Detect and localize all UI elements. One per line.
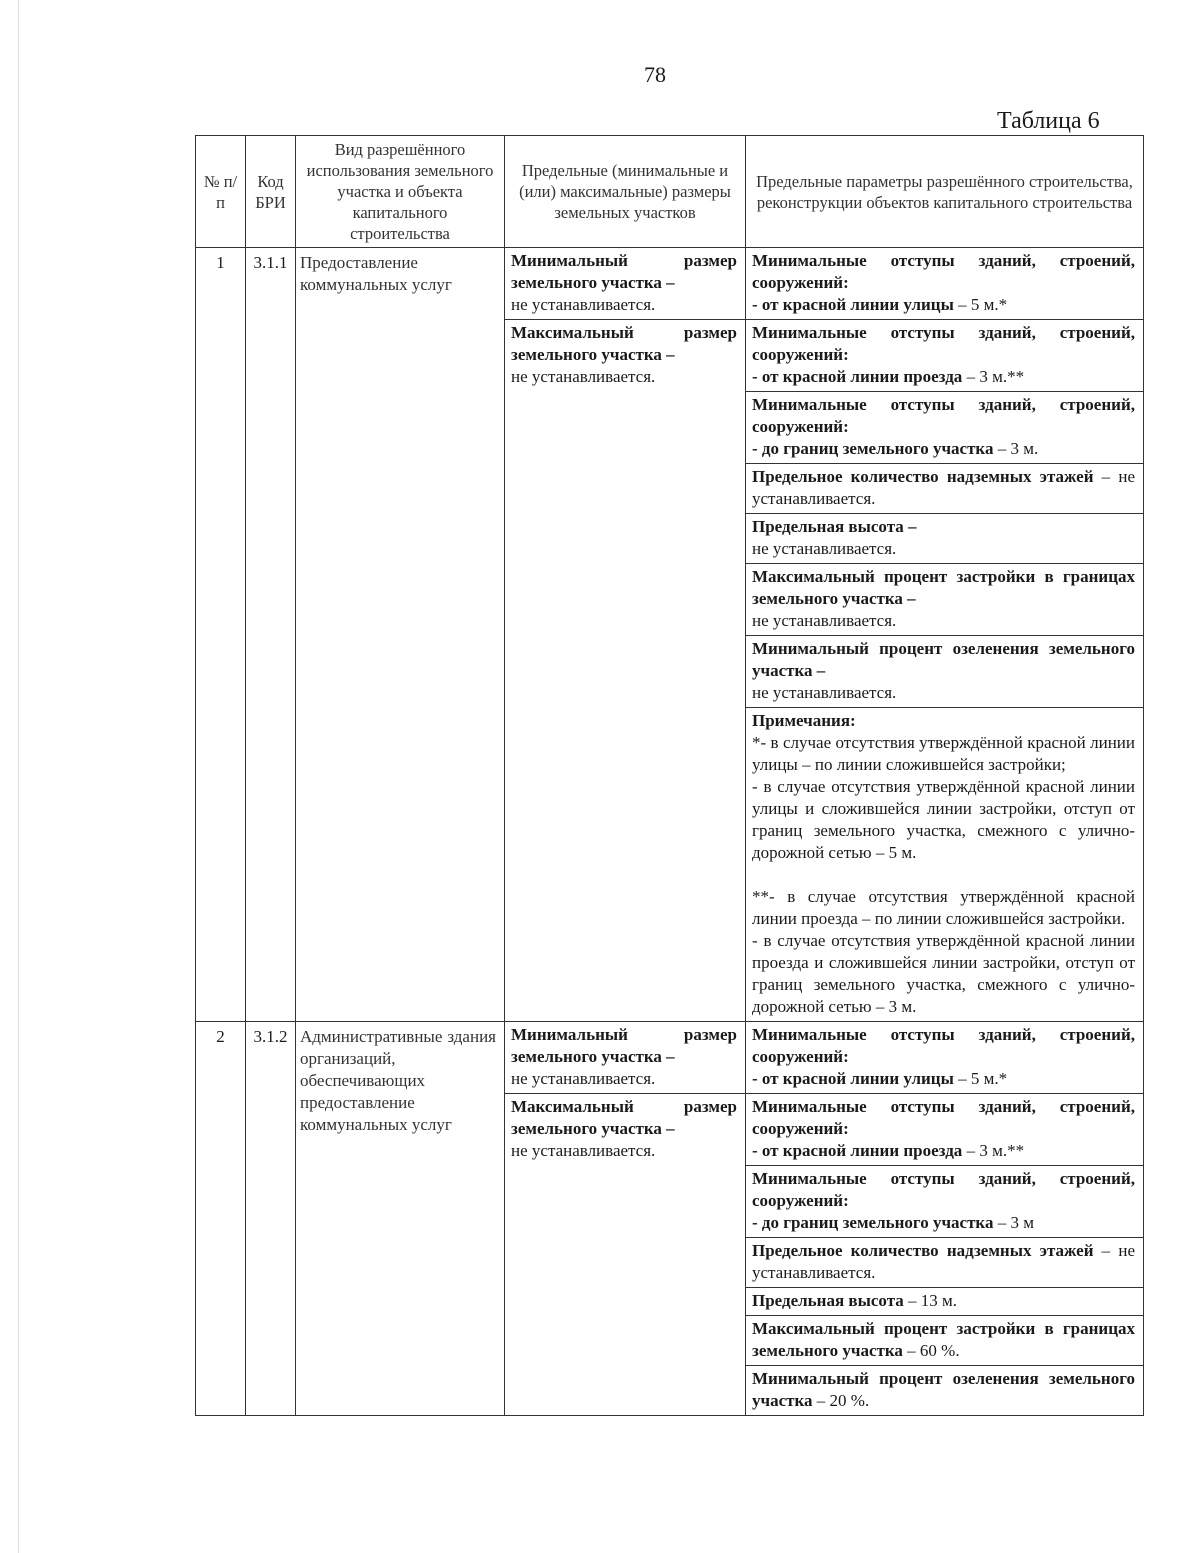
param-setback-driveway <box>746 320 1143 392</box>
row-params <box>746 248 1144 1022</box>
note-gap <box>752 864 1135 886</box>
note-paragraph: *- в случае отсутствия утверждённой красной линии улицы – по линии сложившейся застройки; <box>752 733 1135 774</box>
header-sizes: Предельные (минимальные и (или) максимальные) размеры земельных участков <box>505 136 746 248</box>
param-tail: – не устанавливается. <box>752 467 1135 508</box>
param-value: - от красной линии проезда <box>752 367 963 386</box>
param-title: Минимальные отступы зданий, строений, сооружений: <box>752 1025 1135 1066</box>
param-setback-boundary <box>746 1166 1143 1238</box>
param-value: - от красной линии улицы <box>752 1069 954 1088</box>
param-title: Предельная высота – <box>752 517 917 536</box>
header-num: № п/п <box>196 136 246 248</box>
param-tail: – 3 м.** <box>962 1141 1025 1160</box>
row-num: 1 <box>196 248 246 1022</box>
size-max <box>505 1094 745 1165</box>
param-title: Предельная высота <box>752 1291 904 1310</box>
param-title: Минимальные отступы зданий, строений, сооружений: <box>752 395 1135 436</box>
param-title: Максимальный процент застройки в границах земельного участка – <box>752 567 1135 608</box>
param-tail: – 13 м. <box>903 1291 958 1310</box>
table-row <box>196 1022 1144 1416</box>
param-tail: – 3 м <box>993 1213 1034 1232</box>
size-max-value: не устанавливается. <box>511 1141 656 1160</box>
param-tail: – 60 %. <box>902 1341 960 1360</box>
table-row <box>196 248 1144 1022</box>
row-sizes <box>505 248 746 1022</box>
header-code: Код БРИ <box>246 136 296 248</box>
size-min <box>505 1022 745 1094</box>
param-max-coverage <box>746 1316 1143 1366</box>
size-max-title: Максимальный размер земельного участка – <box>511 323 737 364</box>
row-params <box>746 1022 1144 1416</box>
size-max <box>505 320 745 391</box>
param-tail: – не устанавливается. <box>752 1241 1135 1282</box>
note-paragraph: **- в случае отсутствия утверждённой красной линии проезда – по линии сложившейся застройки. <box>752 887 1135 928</box>
param-height <box>746 1288 1143 1316</box>
row-use: Административные здания организаций, обеспечивающих предоставление коммунальных услуг <box>296 1022 505 1416</box>
param-setback-boundary <box>746 392 1143 464</box>
param-floors <box>746 464 1143 514</box>
header-row <box>196 136 1144 248</box>
param-tail: – 3 м. <box>993 439 1039 458</box>
header-params: Предельные параметры разрешённого строительства, реконструкции объектов капитального строительства <box>746 136 1144 248</box>
param-title: Минимальные отступы зданий, строений, сооружений: <box>752 1169 1135 1210</box>
size-min-value: не устанавливается. <box>511 295 656 314</box>
row-num: 2 <box>196 1022 246 1416</box>
param-value: не устанавливается. <box>752 683 897 702</box>
param-value: - от красной линии улицы <box>752 295 954 314</box>
row-sizes <box>505 1022 746 1416</box>
param-value: не устанавливается. <box>752 611 897 630</box>
param-tail: – 3 м.** <box>962 367 1025 386</box>
param-title: Максимальный процент застройки в границах земельного участка <box>752 1319 1135 1360</box>
param-setback-driveway <box>746 1094 1143 1166</box>
param-title: Минимальный процент озеленения земельного участка – <box>752 639 1135 680</box>
param-max-coverage <box>746 564 1143 636</box>
param-height <box>746 514 1143 564</box>
size-min-value: не устанавливается. <box>511 1069 656 1088</box>
page-number: 78 <box>644 62 666 87</box>
param-setback-street <box>746 1022 1143 1094</box>
param-tail: – 5 м.* <box>953 1069 1008 1088</box>
param-tail: – 5 м.* <box>953 295 1008 314</box>
param-title: Предельное количество надземных этажей <box>752 1241 1094 1260</box>
row-code: 3.1.1 <box>246 248 296 1022</box>
param-value: не устанавливается. <box>752 539 897 558</box>
header-use: Вид разрешённого использования земельного участка и объекта капитального строительства <box>296 136 505 248</box>
param-tail: – 20 %. <box>812 1391 870 1410</box>
row-code: 3.1.2 <box>246 1022 296 1416</box>
row-use: Предоставление коммунальных услуг <box>296 248 505 1022</box>
regulations-table <box>195 135 1144 1416</box>
param-floors <box>746 1238 1143 1288</box>
param-title: Минимальные отступы зданий, строений, сооружений: <box>752 1097 1135 1138</box>
param-min-greenery <box>746 1366 1143 1415</box>
param-title: Минимальный процент озеленения земельного участка <box>752 1369 1135 1410</box>
note-paragraph: - в случае отсутствия утверждённой красной линии улицы и сложившейся линии застройки, отступ от границ земельного участка, смежного с улично-дорожной сетью – 5 м. <box>752 777 1135 862</box>
param-title: Предельное количество надземных этажей <box>752 467 1094 486</box>
size-min <box>505 248 745 320</box>
scan-edge <box>18 0 19 1553</box>
param-setback-street <box>746 248 1143 320</box>
notes <box>746 708 1143 1021</box>
size-max-title: Максимальный размер земельного участка – <box>511 1097 737 1138</box>
notes-title: Примечания: <box>752 711 856 730</box>
param-title: Минимальные отступы зданий, строений, сооружений: <box>752 323 1135 364</box>
param-title: Минимальные отступы зданий, строений, сооружений: <box>752 251 1135 292</box>
param-value: - до границ земельного участка <box>752 439 994 458</box>
param-value: - от красной линии проезда <box>752 1141 963 1160</box>
param-value: - до границ земельного участка <box>752 1213 994 1232</box>
size-max-value: не устанавливается. <box>511 367 656 386</box>
table-caption: Таблица 6 <box>997 108 1100 134</box>
param-min-greenery <box>746 636 1143 708</box>
size-min-title: Минимальный размер земельного участка – <box>511 1025 737 1066</box>
note-paragraph: - в случае отсутствия утверждённой красной линии проезда и сложившейся линии застройки, отступ от границ земельного участка, смежного с улично-дорожной сетью – 3 м. <box>752 931 1135 1016</box>
size-min-title: Минимальный размер земельного участка – <box>511 251 737 292</box>
